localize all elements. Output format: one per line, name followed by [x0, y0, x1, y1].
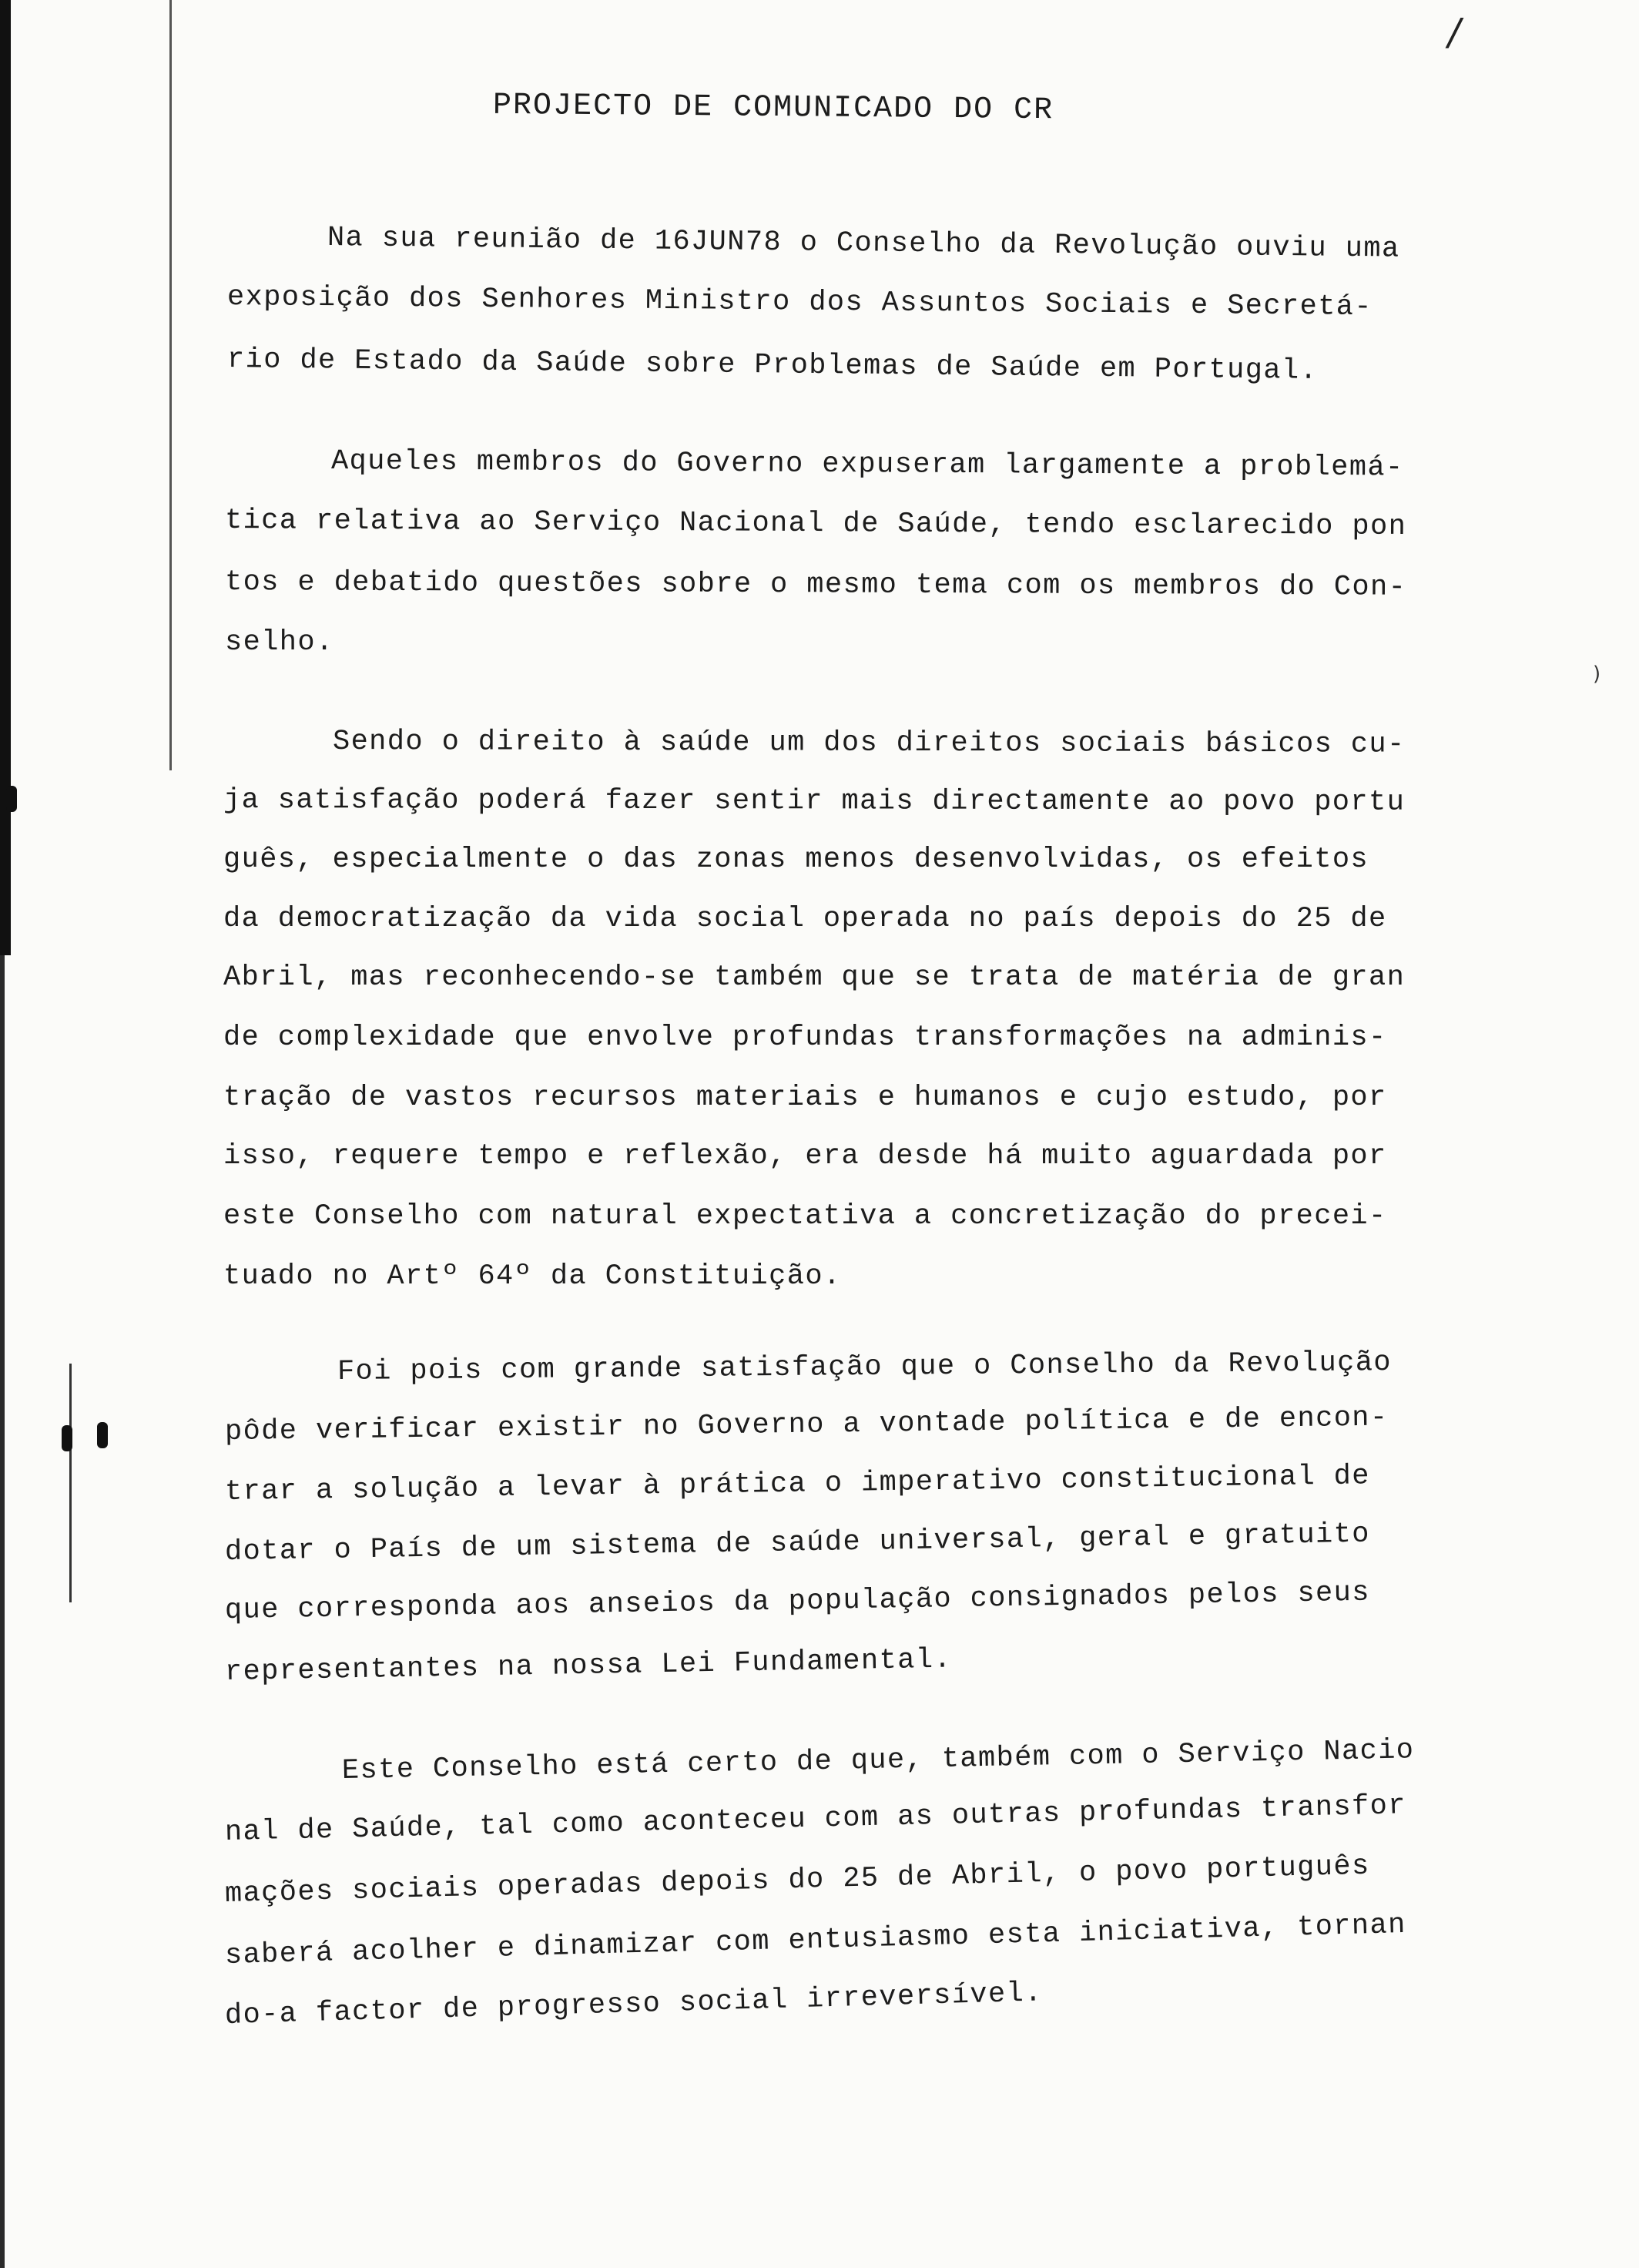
text-line: representantes na nossa Lei Fundamental.	[224, 1643, 953, 1689]
binding-edge-lower	[0, 955, 5, 2268]
corner-mark: /	[1448, 11, 1461, 54]
text-line: mações sociais operadas depois do 25 de Abril, o povo português	[224, 1850, 1371, 1911]
side-mark: )	[1593, 663, 1601, 686]
text-line: Sendo o direito à saúde um dos direitos sociais básicos cu-	[332, 726, 1406, 761]
document-title: PROJECTO DE COMUNICADO DO CR	[492, 88, 1054, 129]
punch-hole-mark	[97, 1422, 108, 1448]
text-line: selho.	[225, 626, 334, 659]
text-line: da democratização da vida social operada no país depois do 25 de	[223, 903, 1387, 935]
text-line: trar a solução a levar à prática o imperativo constitucional de	[224, 1460, 1371, 1508]
text-line: tica relativa ao Serviço Nacional de Saúde, tendo esclarecido pon	[224, 505, 1407, 544]
binding-edge	[0, 0, 11, 955]
text-line: este Conselho com natural expectativa a concretização do precei-	[223, 1200, 1387, 1233]
text-line: do-a factor de progresso social irreversível.	[224, 1977, 1044, 2032]
text-line: Aqueles membros do Governo expuseram largamente a problemá-	[330, 445, 1404, 485]
text-line: ja satisfação poderá fazer sentir mais directamente ao povo portu	[223, 784, 1406, 819]
text-line: isso, requere tempo e reflexão, era desde há muito aguardada por	[223, 1140, 1387, 1173]
punch-hole-mark	[6, 786, 17, 812]
margin-line	[169, 0, 172, 770]
text-line: rio de Estado da Saúde sobre Problemas de Saúde em Portugal.	[226, 344, 1319, 388]
margin-line-lower	[69, 1364, 72, 1602]
text-line: de complexidade que envolve profundas transformações na adminis-	[223, 1022, 1387, 1054]
text-line: pôde verificar existir no Governo a vontade política e de encon-	[224, 1401, 1389, 1448]
text-line: Abril, mas reconhecendo-se também que se trata de matéria de gran	[223, 961, 1406, 994]
text-line: saberá acolher e dinamizar com entusiasmo esta iniciativa, tornan	[224, 1908, 1407, 1972]
text-line: guês, especialmente o das zonas menos desenvolvidas, os efeitos	[223, 844, 1369, 876]
text-line: exposição dos Senhores Ministro dos Assuntos Sociais e Secretá-	[226, 281, 1373, 324]
text-line: Este Conselho está certo de que, também com o Serviço Nacio	[341, 1734, 1415, 1787]
text-line: tração de vastos recursos materiais e humanos e cujo estudo, por	[223, 1082, 1387, 1114]
text-line: Foi pois com grande satisfação que o Conselho da Revolução	[337, 1347, 1393, 1388]
text-line: tos e debatido questões sobre o mesmo tema com os membros do Con-	[224, 566, 1407, 604]
text-line: que corresponda aos anseios da população consignados pelos seus	[224, 1576, 1371, 1627]
text-line: nal de Saúde, tal como aconteceu com as outras profundas transfor	[224, 1790, 1407, 1849]
text-line: tuado no Artº 64º da Constituição.	[223, 1260, 842, 1293]
text-line: Na sua reunião de 16JUN78 o Conselho da Revolução ouviu uma	[327, 222, 1400, 266]
text-line: dotar o País de um sistema de saúde universal, geral e gratuito	[224, 1518, 1371, 1568]
punch-hole-mark	[62, 1425, 72, 1451]
